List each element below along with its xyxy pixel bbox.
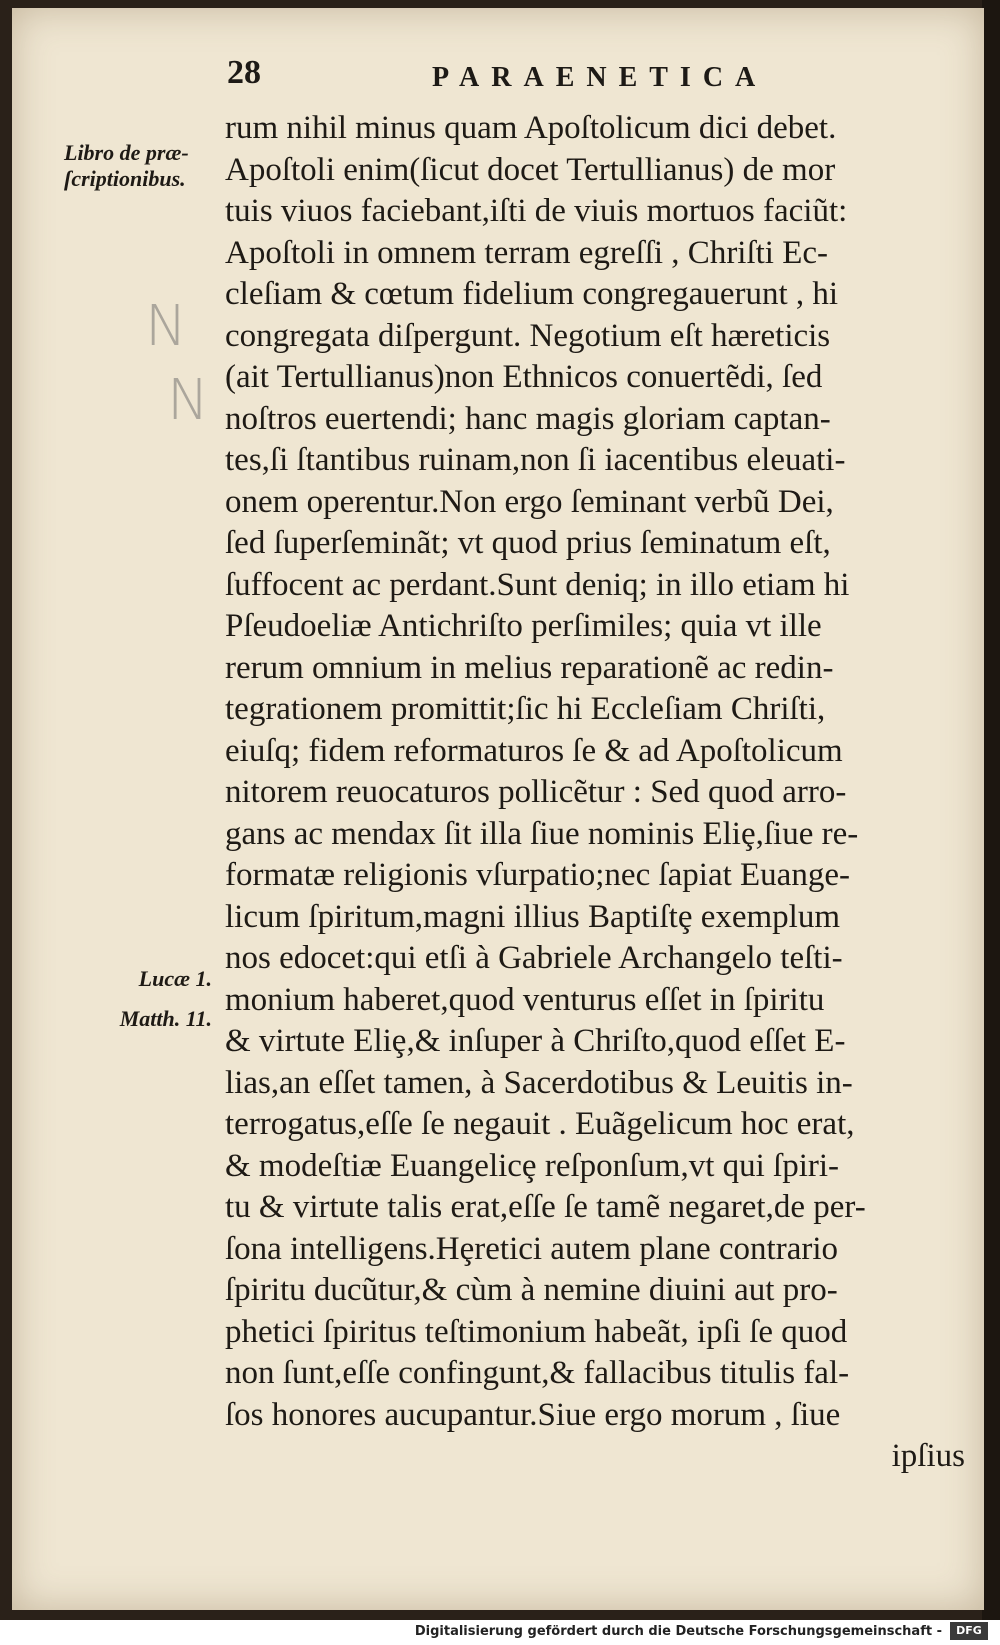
dfg-logo: DFG <box>950 1622 988 1640</box>
catchword: ipſius <box>891 1438 965 1474</box>
margin-note-libro: Libro de præ- ſcriptionibus. <box>64 140 189 191</box>
digitization-credit: Digitalisierung gefördert durch die Deutsche Forschungsgemeinschaft - <box>414 1624 942 1639</box>
text-line: ſona intelligens.Hȩretici autem plane contrario <box>225 1230 839 1267</box>
text-line: rerum omnium in melius reparationẽ ac redin- <box>225 649 834 686</box>
scan-edge <box>982 0 1000 1620</box>
book-page <box>12 8 984 1610</box>
text-line: monium haberet,quod venturus eſſet in ſpiritu <box>225 981 825 1018</box>
text-line: nitorem reuocaturos pollicẽtur : Sed quod arro- <box>225 774 847 810</box>
text-line: Pſeudoeliæ Antichriſto perſimiles; quia vt ille <box>225 608 822 644</box>
pencil-mark: N <box>167 368 209 433</box>
text-line: Apoſtoli enim(ſicut docet Tertullianus) de mor <box>225 151 836 188</box>
page-number: 28 <box>227 54 261 91</box>
text-line: & virtute Eliȩ,& inſuper à Chriſto,quod eſſet E- <box>225 1023 846 1059</box>
text-line: nos edocet:qui etſi à Gabriele Archangelo teſti- <box>225 940 843 976</box>
text-line: ſed ſuperſeminãt; vt quod prius ſeminatum eſt, <box>225 525 831 561</box>
text-line: tuis viuos faciebant,iſti de viuis mortuos faciũt: <box>225 193 848 229</box>
pencil-mark: N <box>145 294 187 359</box>
margin-note-matth: Matth. 11. <box>119 1006 212 1031</box>
page-header <box>12 54 984 104</box>
text-line: congregata diſpergunt. Negotium eſt hæreticis <box>225 317 831 354</box>
text-line: tegrationem promittit;ſic hi Eccleſiam Chriſti, <box>225 691 826 727</box>
text-line: ſpiritu ducũtur,& cùm à nemine diuini aut pro- <box>225 1272 838 1308</box>
text-line: terrogatus,eſſe ſe negauit . Euãgelicum hoc erat, <box>225 1106 855 1142</box>
text-line: noſtros euertendi; hanc magis gloriam captan- <box>225 400 831 437</box>
text-line: non ſunt,eſſe confingunt,& fallacibus titulis fal- <box>225 1355 850 1391</box>
text-line: & modeſtiæ Euangelicȩ reſponſum,vt qui ſpiri- <box>225 1147 840 1184</box>
text-line: cleſiam & cœtum fidelium congregauerunt , hi <box>225 276 839 312</box>
text-line: onem operentur.Non ergo ſeminant verbũ Dei, <box>225 483 834 520</box>
text-line: ſuffocent ac perdant.Sunt deniq; in illo etiam hi <box>225 566 850 603</box>
text-line: tu & virtute talis erat,eſſe ſe tamẽ negaret,de per- <box>225 1189 866 1225</box>
margin-note-lucae: Lucæ 1. <box>138 966 212 991</box>
text-line: lias,an eſſet tamen, à Sacerdotibus & Leuitis in- <box>225 1064 853 1101</box>
text-line: Apoſtoli in omnem terram egreſſi , Chriſti Ec- <box>225 234 829 271</box>
text-line: (ait Tertullianus)non Ethnicos conuertẽdi, ſed <box>225 359 823 395</box>
text-line: formatæ religionis vſurpatio;nec ſapiat Euange- <box>225 857 850 893</box>
text-line: eiuſq; fidem reformaturos ſe & ad Apoſtolicum <box>225 732 843 769</box>
text-line: rum nihil minus quam Apoſtolicum dici debet. <box>225 110 837 146</box>
body-text <box>225 108 965 1478</box>
text-line: licum ſpiritum,magni illius Baptiſtȩ exemplum <box>225 898 841 935</box>
text-line: phetici ſpiritus teſtimonium habeãt, ipſi ſe quod <box>225 1313 848 1350</box>
running-head: PARAENETICA <box>432 62 768 93</box>
text-line: gans ac mendax ſit illa ſiue nominis Eliȩ,ſiue re- <box>225 815 859 852</box>
text-line: ſos honores aucupantur.Siue ergo morum , ſiue <box>225 1396 841 1433</box>
text-line: tes,ſi ſtantibus ruinam,non ſi iacentibus eleuati- <box>225 442 846 478</box>
